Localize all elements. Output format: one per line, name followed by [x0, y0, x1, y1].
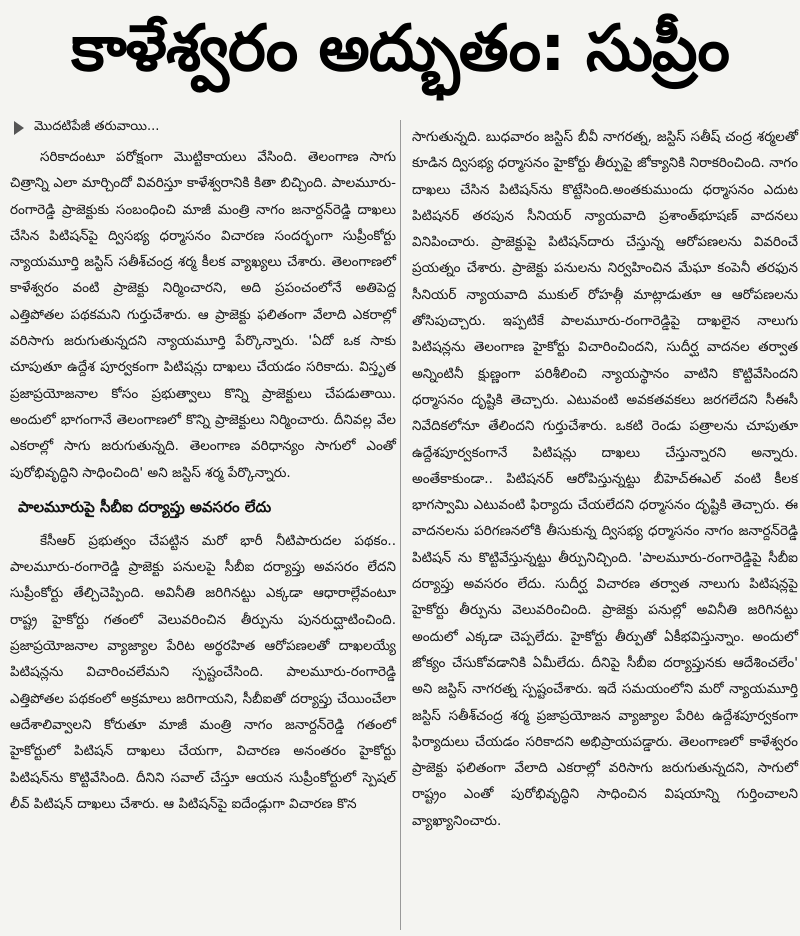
left-paragraph-2: కేసీఆర్ ప్రభుత్వం చేపట్టిన మరో భారీ నీటిపారుదల పథకం.. పాలమూరు-రంగారెడ్డి ప్రాజెక్టు పనులపై సీబీఐ దర్యాప్తు అవసరం లేదని సుప్రీంకోర్టు తేల్చిచెప్పింది. అవినీతి జరిగినట్టు ఎక్కడా ఆధారాల్లేవంటూ రాష్ట్ర హైకోర్టు గతంలో వెలువరించిన తీర్పును పునరుద్ఘాటించింది. ప్రజాప్రయోజనాల వ్యాజ్యాల పేరిట అర్థరహిత ఆరోపణలతో దాఖలయ్యే పిటిషన్లను విచారించలేమని స్పష్టంచేసింది. పాలమూరు-రంగారెడ్డి ఎత్తిపోతల పథకంలో అక్రమాలు జరిగాయని, సీబీఐతో దర్యాప్తు చేయించేలా ఆదేశాలివ్వాలని కోరుతూ మాజీ మంత్రి నాగం జనార్దన్‌రెడ్డి గతంలో హైకోర్టులో పిటిషన్ దాఖలు చేయగా, విచారణ అనంతరం హైకోర్టు పిటిషన్‌ను కొట్టివేసింది. దీనిని సవాల్ చేస్తూ ఆయన సుప్రీంకోర్టులో స్పెషల్ లీవ్ పిటిషన్ దాఖలు చేశారు. ఆ పిటిషన్‌పై ఐదేండ్లుగా విచారణ కొన: [10, 532, 396, 812]
right-column: [412, 124, 798, 834]
continued-from-front-page: [14, 118, 396, 138]
left-column: [10, 118, 396, 817]
subheading: పాలమూరుపై సీబీఐ దర్యాప్తు అవసరం లేదు: [18, 497, 272, 516]
headline: కాళేశ్వరం అద్భుతం: సుప్రీం: [71, 11, 729, 86]
jump-label: మొదటిపేజీ తరువాయి...: [34, 119, 160, 134]
arrow-icon: [14, 121, 24, 135]
left-paragraph-1: సరికాదంటూ పరోక్షంగా మొట్టికాయలు వేసింది. తెలంగాణ సాగు చిత్రాన్ని ఎలా మార్చిందో వివరిస్తూ కాళేశ్వరానికి కితా బిచ్చింది. పాలమూరు-రంగారెడ్డి ప్రాజెక్టుకు సంబంధించి మాజీ మంత్రి నాగం జనార్దన్‌రెడ్డి దాఖలు చేసిన పిటిషన్‌పై ద్విసభ్య ధర్మాసనం విచారణ సందర్భంగా సుప్రీంకోర్టు న్యాయమూర్తి జస్టిస్ సతీశ్‌చంద్ర శర్మ కీలక వ్యాఖ్యలు చేశారు. తెలంగాణలో కాళేశ్వరం వంటి ప్రాజెక్టు నిర్మించారని, అది ప్రపంచంలోనే అతిపెద్ద ఎత్తిపోతల పథకమని గుర్తుచేశారు. ఆ ప్రాజెక్టు ఫలితంగా వేలాది ఎకరాల్లో వరిసాగు జరుగుతున్నదని న్యాయమూర్తి పేర్కొన్నారు. 'ఏదో ఒక సాకు చూపుతూ ఉద్దేశ పూర్వకంగా పిటిషన్లు దాఖలు చేయడం సరికాదు. విస్తృత ప్రజాప్రయోజనాల కోసం ప్రభుత్వాలు కొన్ని ప్రాజెక్టులు చేపడుతాయి. అందులో భాగంగానే తెలంగాణలో కొన్ని ప్రాజెక్టులు నిర్మించారు. దీనివల్ల వేల ఎకరాల్లో సాగు జరుగుతున్నది. తెలంగాణ వరిధాన్యం సాగులో ఎంతో పురోభివృద్ధిని సాధించింది' అని జస్టిస్ శర్మ పేర్కొన్నారు.: [10, 149, 396, 481]
right-paragraph-1: సాగుతున్నది. బుధవారం జస్టిస్ బీవీ నాగరత్న, జస్టిస్ సతీష్ చంద్ర శర్మలతో కూడిన ద్విసభ్య ధర్మాసనం హైకోర్టు తీర్పుపై జోక్యానికి నిరాకరించింది. నాగం దాఖలు చేసిన పిటిషన్‌ను కొట్టేసింది.అంతకుముందు ధర్మాసనం ఎదుట పిటిషనర్ తరపున సీనియర్ న్యాయవాది ప్రశాంత్‌భూషణ్ వాదనలు వినిపించారు. ప్రాజెక్టుపై పిటిషన్‌దారు చేస్తున్న ఆరోపణలను వివరించే ప్రయత్నం చేశారు. ప్రాజెక్టు పనులను నిర్వహించిన మేఘా కంపెనీ తరఫున సీనియర్ న్యాయవాది ముకుల్ రోహత్గీ మాట్లాడుతూ ఆ ఆరోపణలను తోసిపుచ్చారు. ఇప్పటికే పాలమూరు-రంగారెడ్డిపై దాఖలైన నాలుగు పిటిషన్లను తెలంగాణ హైకోర్టు విచారించిందని, సుదీర్ఘ వాదనల తర్వాత అన్నింటినీ క్షుణ్ణంగా పరిశీలించి న్యాయస్థానం వాటిని కొట్టివేసిందని ధర్మాసనం దృష్టికి తెచ్చారు. ఎటువంటి అవకతవకలు జరగలేదని సీఈసీ నివేదికలోనూ తేలిందని గుర్తుచేశారు. ఒకటి రెండు పత్రాలను చూపుతూ ఉద్దేశపూర్వకంగానే పిటిషన్లు దాఖలు చేస్తున్నారని అన్నారు. అంతేకాకుండా.. పిటిషనర్ ఆరోపిస్తున్నట్టు బీహెచ్‌ఈఎల్ వంటి కీలక భాగస్వామి ఎటువంటి ఫిర్యాదు చేయలేదని ధర్మాసనం దృష్టికి తెచ్చారు. ఈ వాదనలను పరిగణనలోకి తీసుకున్న ద్విసభ్య ధర్మాసనం నాగం జనార్దన్‌రెడ్డి పిటిషన్ ను కొట్టివేస్తున్నట్టు తీర్పునిచ్చింది. 'పాలమూరు-రంగారెడ్డిపై సీబీఐ దర్యాప్తు అవసరం లేదు. సుదీర్ఘ విచారణ తర్వాత నాలుగు పిటిషన్లపై హైకోర్టు తీర్పును వెలువరించింది. ప్రాజెక్టు పనుల్లో అవినీతి జరిగినట్టు అందులో ఎక్కడా చెప్పలేదు. హైకోర్టు తీర్పుతో ఏకీభవిస్తున్నాం. అందులో జోక్యం చేసుకోవడానికి ఏమీలేదు. దీనిపై సీబీఐ దర్యాప్తునకు ఆదేశించలేం' అని జస్టిస్ నాగరత్న స్పష్టంచేశారు. ఇదే సమయంలోని మరో న్యాయమూర్తి జస్టిస్ సతీశ్‌చంద్ర శర్మ ప్రజాప్రయోజన వ్యాజ్యాల పేరిట ఉద్దేశపూర్వకంగా ఫిర్యాదులు చేయడం సరికాదని అభిప్రాయపడ్డారు. తెలంగాణలో కాళేశ్వరం ప్రాజెక్టు ఫలితంగా వేలాది ఎకరాల్లో వరిసాగు జరుగుతున్నదని, సాగులో రాష్ట్రం ఎంతో పురోభివృద్ధిని సాధించిన విషయాన్ని గుర్తించాలని వ్యాఖ్యానించారు.: [412, 129, 798, 829]
column-divider: [400, 120, 401, 930]
